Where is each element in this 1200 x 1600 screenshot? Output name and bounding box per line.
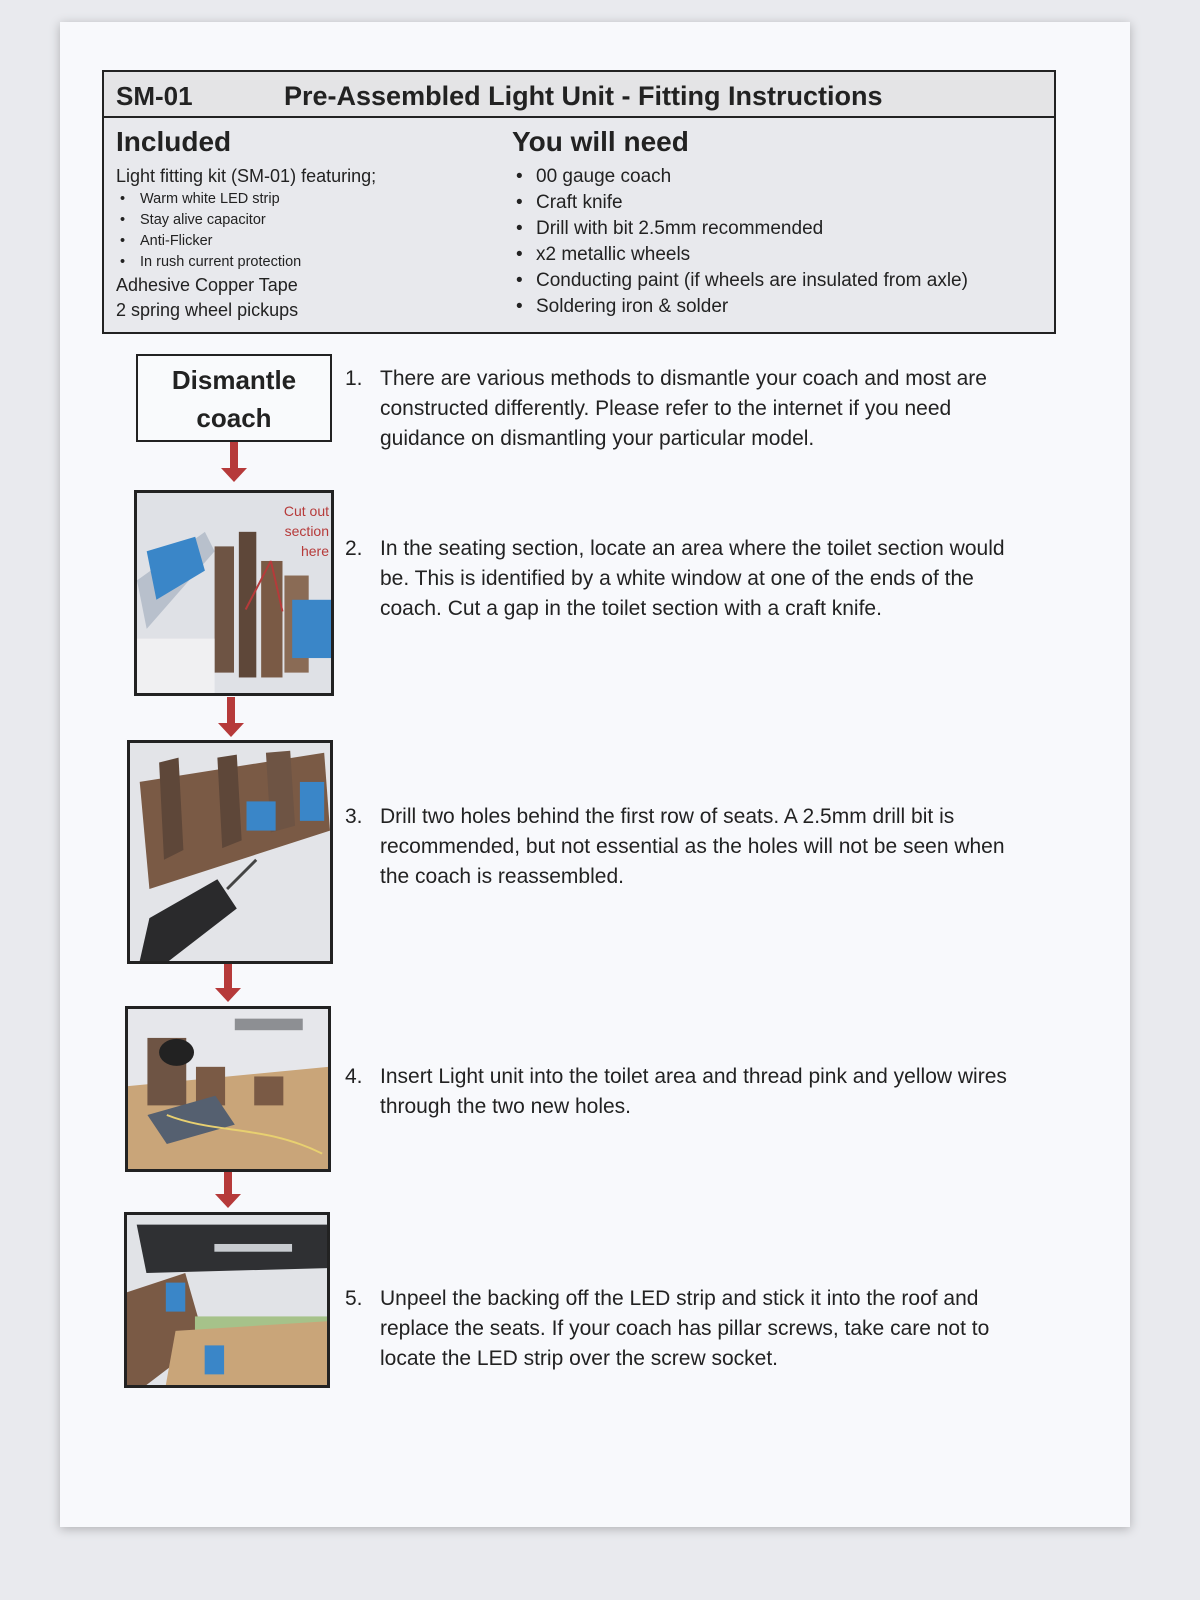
- need-list: [512, 164, 1052, 320]
- kit-line: Light fitting kit (SM-01) featuring;: [116, 166, 377, 186]
- photo-led-strip-roof: [124, 1212, 330, 1388]
- step-number: 2.: [345, 537, 363, 560]
- need-column: [512, 126, 1052, 320]
- included-column: [116, 126, 506, 323]
- list-item: • Stay alive capacitor: [140, 210, 506, 231]
- coach-line: coach: [196, 403, 272, 433]
- list-item: • Anti-Flicker: [140, 231, 506, 252]
- photo-cut-section: [134, 490, 334, 696]
- down-arrow-icon: [221, 442, 247, 482]
- step-text: There are various methods to dismantle your coach and most are constructed differently. Please refer to the internet if you need guidance on dismantling your particular model.: [380, 367, 987, 450]
- info-box: [102, 118, 1056, 334]
- step-text: Insert Light unit into the toilet area and thread pink and yellow wires through the two new holes.: [380, 1065, 1007, 1118]
- step-number: 3.: [345, 805, 363, 828]
- cut-label-line: Cut out: [283, 503, 329, 519]
- list-item: • In rush current protection: [140, 252, 506, 273]
- cut-label-line: here: [300, 543, 329, 559]
- photo-drill-holes: [127, 740, 333, 964]
- included-heading: Included: [116, 126, 232, 157]
- step-text: In the seating section, locate an area where the toilet section would be. This is identified by a white window at one of the ends of the coach. Cut a gap in the toilet section with a craft knife.: [380, 537, 1005, 620]
- dismantle-line: Dismantle: [171, 365, 297, 395]
- list-item: • Soldering iron & solder: [536, 294, 1052, 320]
- list-item: • x2 metallic wheels: [536, 242, 1052, 268]
- list-item: • Drill with bit 2.5mm recommended: [536, 216, 1052, 242]
- need-heading: You will need: [512, 126, 689, 157]
- cut-label-line: section: [284, 523, 329, 539]
- step-3: [345, 802, 1015, 892]
- instruction-sheet: [60, 22, 1130, 1527]
- down-arrow-icon: [215, 964, 241, 1002]
- photo-insert-light-unit: [125, 1006, 331, 1172]
- feature-list: [116, 189, 506, 273]
- step-text: Drill two holes behind the first row of seats. A 2.5mm drill bit is recommended, but not essential as the holes will not be seen when the coach is reassembled.: [380, 805, 1005, 888]
- dismantle-coach-box: [136, 354, 332, 442]
- step-number: 1.: [345, 367, 363, 390]
- step-number: 4.: [345, 1065, 363, 1088]
- document-title: Pre-Assembled Light Unit - Fitting Instructions: [284, 81, 883, 111]
- list-item: • Conducting paint (if wheels are insulated from axle): [536, 268, 1052, 294]
- extra-item: Adhesive Copper Tape: [116, 275, 298, 295]
- list-item: • Warm white LED strip: [140, 189, 506, 210]
- step-5: [345, 1284, 1015, 1374]
- step-1: [345, 364, 1015, 454]
- list-item: • Craft knife: [536, 190, 1052, 216]
- step-4: [345, 1062, 1015, 1122]
- step-text: Unpeel the backing off the LED strip and stick it into the roof and replace the seats. If your coach has pillar screws, take care not to locate the LED strip over the screw socket.: [380, 1287, 990, 1370]
- extra-item: 2 spring wheel pickups: [116, 300, 299, 320]
- document-code: SM-01: [116, 81, 193, 111]
- header-bar: [102, 70, 1056, 118]
- down-arrow-icon: [218, 697, 244, 737]
- step-2: [345, 534, 1015, 624]
- step-number: 5.: [345, 1287, 363, 1310]
- cut-out-label: [284, 501, 329, 561]
- down-arrow-icon: [215, 1172, 241, 1208]
- list-item: • 00 gauge coach: [536, 164, 1052, 190]
